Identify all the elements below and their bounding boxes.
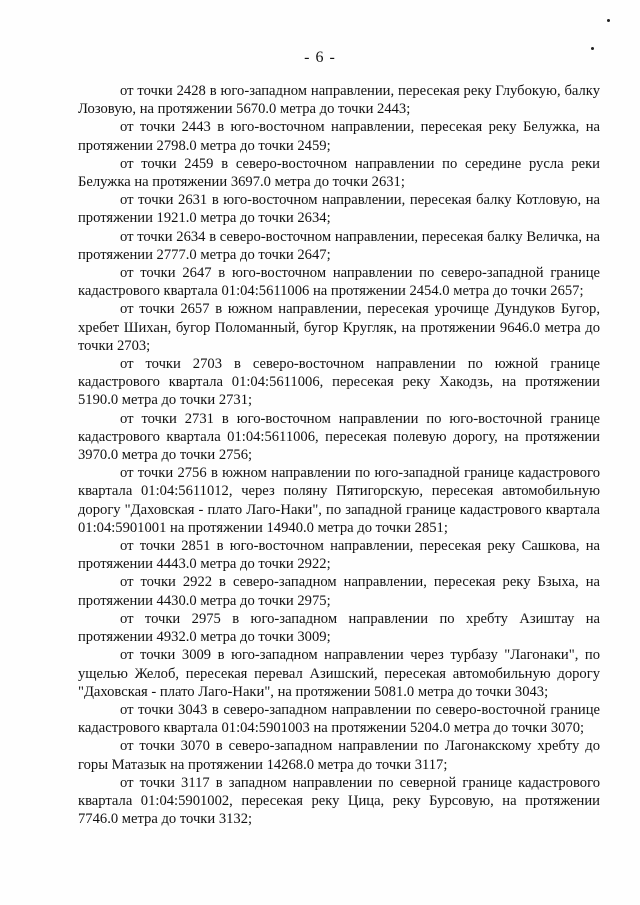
boundary-paragraph: от точки 2443 в юго-восточном направлении, пересекая реку Белужка, на протяжении 2798.0 метра до точки 2459; [78,119,600,154]
boundary-paragraph: от точки 2756 в южном направлении по юго-западной границе кадастрового квартала 01:04:5611012, через поляну Пятигорскую, пересекая автомобильную дорогу "Даховская - плато Лаго-Наки", по западной границе кадастрового квартала 01:04:5901001 на протяжении 14940.0 метра до точки 2851; [78,465,600,536]
boundary-paragraph: от точки 2703 в северо-восточном направлении по южной границе кадастрового квартала 01:04:5611006, пересекая реку Хакодзь, на протяжении 5190.0 метра до точки 2731; [78,356,600,409]
boundary-paragraph: от точки 2922 в северо-западном направлении, пересекая реку Бзыха, на протяжении 4430.0 метра до точки 2975; [78,574,600,609]
page-number: - 6 - [304,49,336,66]
boundary-paragraph: от точки 2428 в юго-западном направлении, пересекая реку Глубокую, балку Лозовую, на протяжении 5670.0 метра до точки 2443; [78,83,600,118]
boundary-paragraph: от точки 3043 в северо-западном направлении по северо-восточной границе кадастрового квартала 01:04:5901003 на протяжении 5204.0 метра до точки 3070; [78,701,600,737]
scan-speck-mark [607,19,610,22]
boundary-paragraph: от точки 3070 в северо-западном направлении по Лагонакскому хребту до горы Матазык на протяжении 14268.0 метра до точки 3117; [78,738,600,773]
boundary-paragraph: от точки 2975 в юго-западном направлении по хребту Азиштау на протяжении 4932.0 метра до точки 3009; [78,610,600,646]
boundary-paragraph: от точки 3117 в западном направлении по северной границе кадастрового квартала 01:04:5901002, пересекая реку Цица, реку Бурсовую, на протяжении 7746.0 метра до точки 3132; [78,774,600,828]
boundary-paragraph: от точки 2647 в юго-восточном направлении по северо-западной границе кадастрового квартала 01:04:5611006 на протяжении 2454.0 метра до точки 2657; [78,265,600,300]
boundary-paragraph: от точки 2851 в юго-восточном направлении, пересекая реку Сашкова, на протяжении 4443.0 метра до точки 2922; [78,538,600,573]
boundary-paragraph: от точки 2631 в юго-восточном направлении, пересекая балку Котловую, на протяжении 1921.0 метра до точки 2634; [78,192,600,227]
boundary-paragraph: от точки 2459 в северо-восточном направлении по середине русла реки Белужка на протяжении 3697.0 метра до точки 2631; [78,155,600,191]
boundary-paragraph: от точки 2657 в южном направлении, пересекая урочище Дундуков Бугор, хребет Шихан, бугор Поломанный, бугор Кругляк, на протяжении 9646.0 метра до точки 2703; [78,301,600,354]
boundary-paragraph: от точки 3009 в юго-западном направлении через турбазу "Лагонаки", по ущелью Желоб, пересекая перевал Азишский, пересекая автомобильную дорогу "Даховская - плато Лаго-Наки", на протяжении 5081.0 метра до точки 3043; [78,647,600,700]
boundary-paragraph: от точки 2634 в северо-восточном направлении, пересекая балку Величка, на протяжении 2777.0 метра до точки 2647; [78,228,600,263]
boundary-paragraph: от точки 2731 в юго-восточном направлении по юго-восточной границе кадастрового квартала 01:04:5611006, пересекая полевую дорогу, на протяжении 3970.0 метра до точки 2756; [78,410,600,464]
document-body [78,82,600,828]
